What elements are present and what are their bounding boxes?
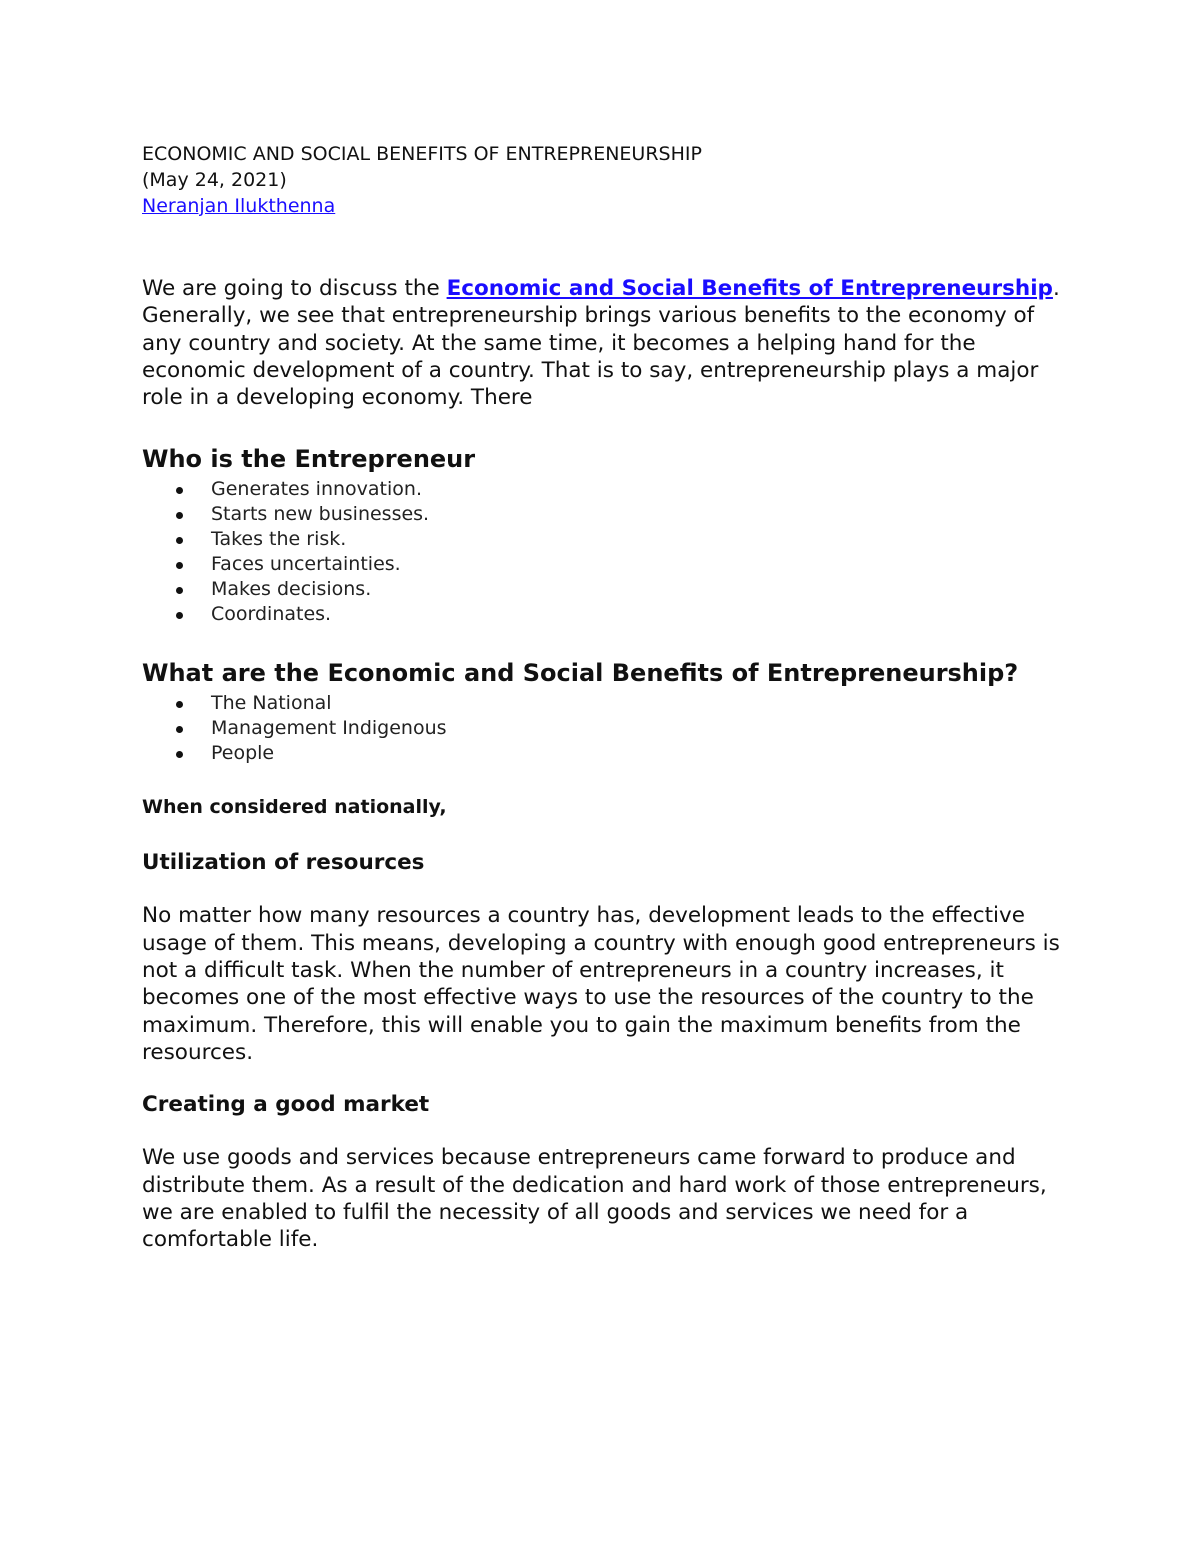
author-link[interactable]: Neranjan Ilukthenna [142,195,336,217]
intro-suffix: . Generally, we see that entrepreneurship brings various benefits to the economy of any country and society. At the same time, it becomes a helping hand for the economic development of a country. That is to say, entrepreneurship plays a major role in a developing economy. There [142,276,1060,411]
utilization-paragraph: No matter how many resources a country has, development leads to the effective usage of them. This means, developing a country with enough good entrepreneurs is not a difficult task. When the number of entrepreneurs in a country increases, it becomes one of the most effective ways to use the resources of the country to the maximum. Therefore, this will enable you to gain the maximum benefits from the resources. [142,903,1060,1065]
bullet-icon [176,587,183,594]
section-heading-benefits: What are the Economic and Social Benefits of Entrepreneurship? [142,659,1019,688]
bullet-icon [176,537,183,544]
list-item-text: Starts new businesses. [211,503,430,526]
who-list [142,477,1072,627]
bullet-icon [176,701,183,708]
list-item-text: The National [211,692,332,715]
document-body [142,141,1072,1253]
bullet-icon [176,612,183,619]
list-item [142,527,1072,552]
document-title: ECONOMIC AND SOCIAL BENEFITS OF ENTREPRENEURSHIP [142,143,702,165]
list-item [142,741,1072,766]
market-paragraph: We use goods and services because entrepreneurs came forward to produce and distribute them. As a result of the dedication and hard work of those entrepreneurs, we are enabled to fulfil the necessity of all goods and services we need for a comfortable life. [142,1145,1047,1253]
list-item-text: Faces uncertainties. [211,553,401,576]
bullet-icon [176,487,183,494]
intro-paragraph [142,275,1072,411]
list-item [142,691,1072,716]
section-heading-who: Who is the Entrepreneur [142,445,476,474]
bullet-icon [176,726,183,733]
list-item [142,552,1072,577]
intro-prefix: We are going to discuss the [142,276,447,301]
list-item-text: People [211,742,275,765]
national-note: When considered nationally, [142,796,447,819]
list-item-text: Takes the risk. [211,528,347,551]
list-item [142,477,1072,502]
bullet-icon [176,512,183,519]
section-heading-market: Creating a good market [142,1092,430,1118]
topic-link[interactable]: Economic and Social Benefits of Entrepreneurship [446,276,1053,301]
bullet-icon [176,751,183,758]
list-item-text: Management Indigenous [211,717,447,740]
bullet-icon [176,562,183,569]
list-item [142,577,1072,602]
list-item-text: Coordinates. [211,603,332,626]
section-heading-utilization: Utilization of resources [142,850,425,876]
list-item-text: Generates innovation. [211,478,422,501]
list-item [142,502,1072,527]
publish-date: (May 24, 2021) [142,169,287,191]
list-item [142,602,1072,627]
list-item-text: Makes decisions. [211,578,372,601]
benefits-list [142,691,1072,766]
list-item [142,716,1072,741]
